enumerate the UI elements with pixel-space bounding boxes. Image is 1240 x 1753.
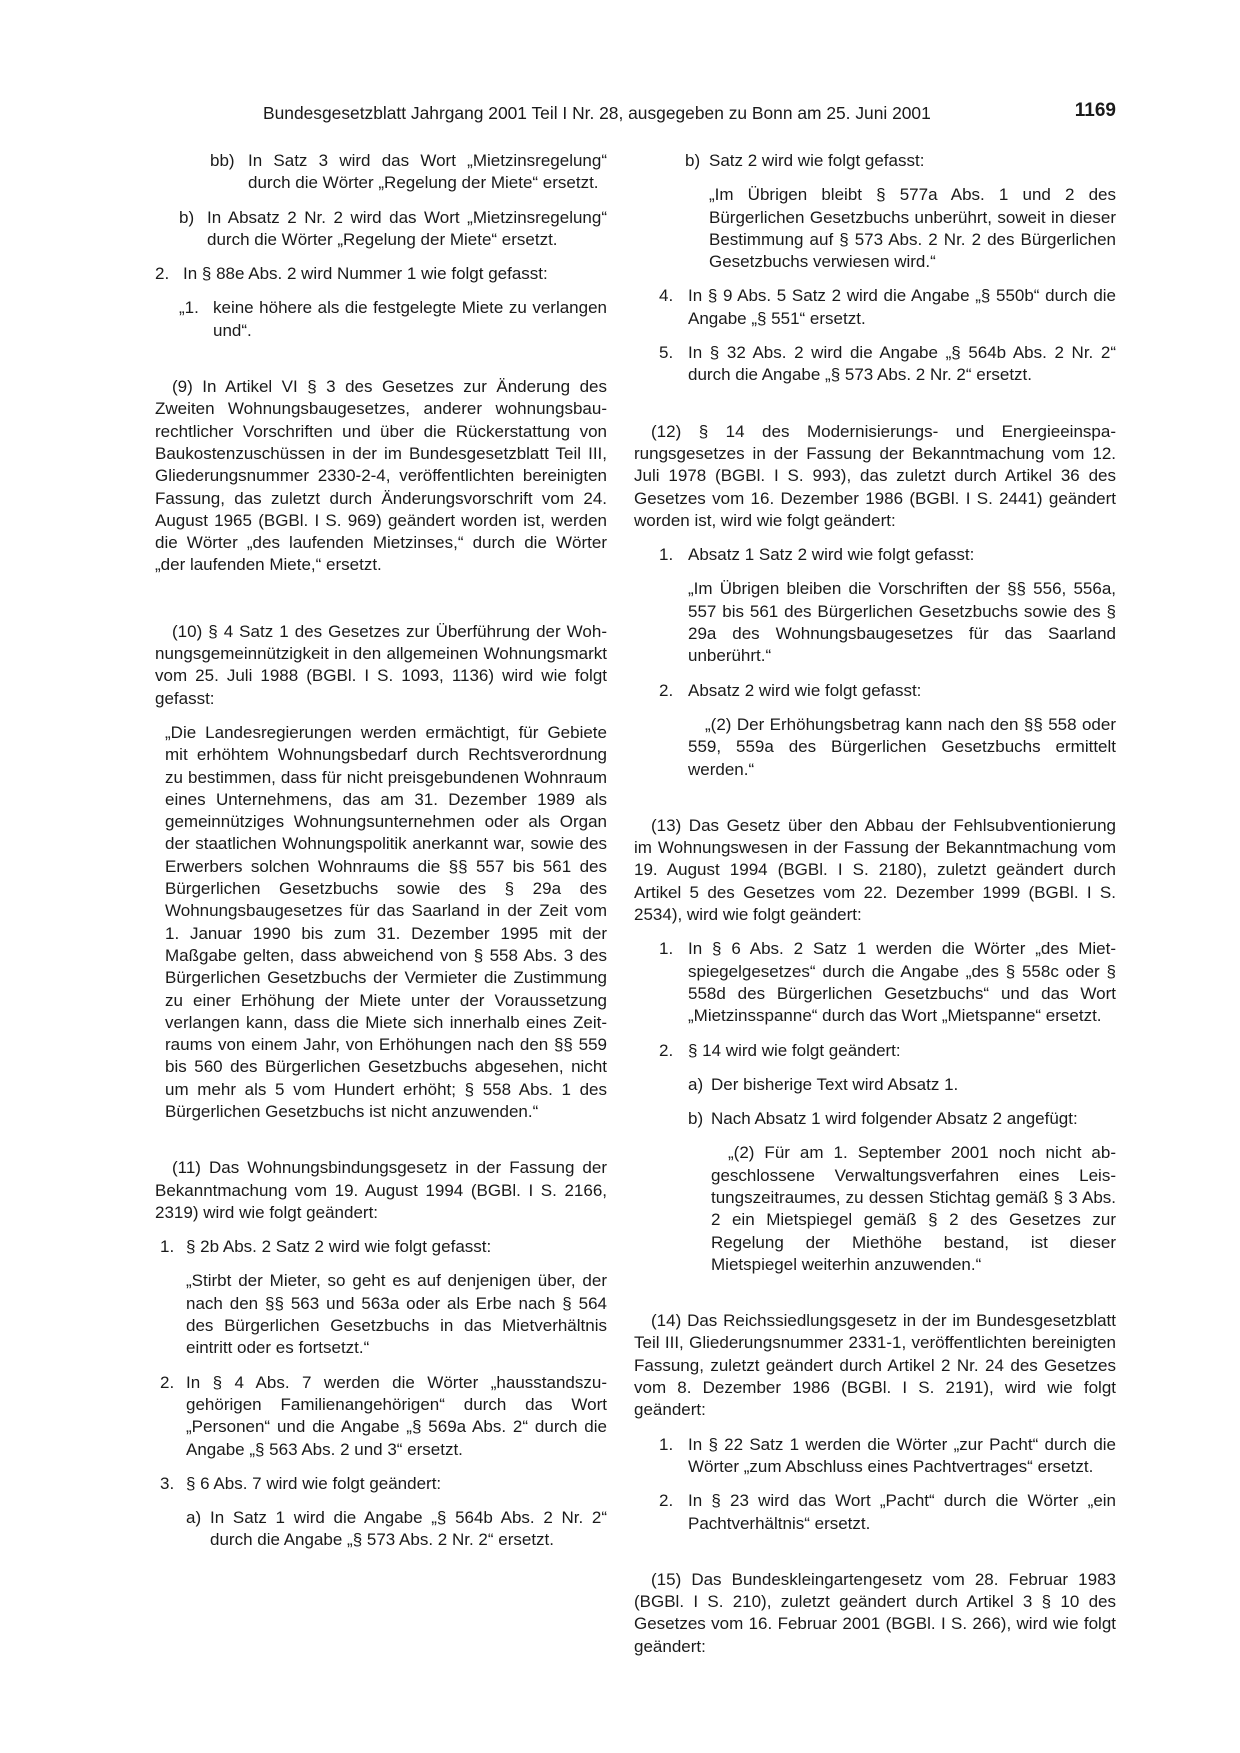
item-text: Satz 2 wird wie folgt gefasst: <box>709 151 925 170</box>
list-item-13-2b <box>688 1108 1116 1130</box>
item-label: 2. <box>160 1372 175 1392</box>
right-column <box>634 150 1116 1658</box>
item-text: In § 88e Abs. 2 wird Nummer 1 wie folgt gefasst: <box>183 264 548 284</box>
paragraph-12-1-quote: „Im Übrigen bleiben die Vorschriften der §§ 556, 556a, 557 bis 561 des Bürgerlichen Gesetzbuchs sowie des § 29a des Wohnungsbaugesetzes für das Saarland unberührt.“ <box>688 579 1116 666</box>
item-label: a) <box>688 1074 704 1094</box>
list-item-b <box>179 207 607 252</box>
list-item-14-2 <box>659 1490 1116 1535</box>
list-item-4 <box>659 285 1116 330</box>
item-text: In Satz 3 wird das Wort „Mietzinsregelung“ durch die Wörter „Regelung der Miete“ ersetzt. <box>248 151 607 193</box>
list-item-12-1 <box>659 544 1116 566</box>
paragraph-15: (15) Das Bundeskleingartengesetz vom 28. Februar 1983 (BGBl. I S. 210), zuletzt geändert durch Artikel 3 § 10 des Gesetzes vom 16. Februar 2001 (BGBl. I S. 266), wird wie folgt geändert: <box>634 1569 1116 1656</box>
list-item-5 <box>659 342 1116 387</box>
item-text: § 2b Abs. 2 Satz 2 wird wie folgt gefasst: <box>186 1237 492 1257</box>
item-label: b) <box>179 207 195 227</box>
item-label: b) <box>685 151 701 170</box>
item-text: § 6 Abs. 7 wird wie folgt geändert: <box>186 1473 442 1493</box>
item-label: „1. <box>179 298 199 318</box>
item-text: Der bisherige Text wird Absatz 1. <box>711 1074 959 1094</box>
item-label: 2. <box>155 264 170 284</box>
item-label: 3. <box>160 1473 175 1493</box>
list-item-12-2 <box>659 680 1116 702</box>
paragraph-10-quote: „Die Landesregierungen werden ermächtigt, für Gebiete mit erhöhtem Wohnungsbedarf durch Rechtsverordnung zu bestimmen, dass für nicht preisgebundenen Wohnraum eines Unternehmens, das am 31. Dezember 1989 als gemeinnütziges Wohnungsunternehmen oder als Organ der staatlichen Wohnungspolitik anerkannt war, sowie des Erwerbers solchen Wohnraums die §§ 557 bis 561 des Bürgerlichen Gesetzbuchs sowie des § 29a des Wohnungsbaugesetzes für das Saarland in der Zeit vom 1. Januar 1990 bis zum 31. Dezember 1995 mit der Maßgabe gelten, dass abweichend von § 558 Abs. 3 des Bürgerlichen Gesetzbuchs der Vermieter die Zustimmung zu einer Erhöhung der Miete unter der Voraussetzung verlangen kann, dass die Miete sich innerhalb eines Zeitraums von einem Jahr, von Erhöhungen nach den §§ 559 bis 560 des Bürgerlichen Gesetzbuchs abgesehen, nicht um mehr als 5 vom Hundert erhöht; § 558 Abs. 1 des Bürgerlichen Gesetzbuchs ist nicht anzuwenden.“ <box>165 722 607 1121</box>
page-number: 1169 <box>1074 100 1116 121</box>
list-item-2 <box>155 263 607 285</box>
header-title: Bundesgesetzblatt Jahrgang 2001 Teil I Nr. 28, ausgegeben zu Bonn am 25. Juni 2001 <box>263 103 931 123</box>
left-column <box>155 150 607 1552</box>
item-text: Nach Absatz 1 wird folgender Absatz 2 angefügt: <box>711 1109 1078 1129</box>
item-text: In § 6 Abs. 2 Satz 1 werden die Wörter „des Mietspiegelgesetzes“ durch die Angabe „des § 558c oder § 558d des Bürgerlichen Gesetzbuchs“ und das Wort „Mietzinsspanne“ durch das Wort „Mietspanne“ ersetzt. <box>688 939 1116 1026</box>
item-label: 2. <box>659 680 674 700</box>
page-header <box>263 101 1116 127</box>
paragraph-13-2b-quote: „(2) Für am 1. September 2001 noch nicht abgeschlossene Verwaltungsverfahren eines Leistungszeitraumes, zu dessen Stichtag gemäß § 3 Abs. 2 ein Mietspiegel gemäß § 2 des Gesetzes zur Regelung der Miethöhe bestand, ist dieser Mietspiegel weiterhin anzuwenden.“ <box>711 1143 1116 1274</box>
item-label: 2. <box>659 1040 674 1060</box>
paragraph-12: (12) § 14 des Modernisierungs- und Energieeinsparungsgesetzes in der Fassung der Bekanntmachung vom 12. Juli 1978 (BGBl. I S. 993), das zuletzt durch Artikel 36 des Gesetzes vom 16. Dezember 1986 (BGBl. I S. 2441) geändert worden ist, wird wie folgt geändert: <box>634 421 1116 530</box>
item-text: In § 23 wird das Wort „Pacht“ durch die Wörter „ein Pachtverhältnis“ ersetzt. <box>688 1491 1116 1533</box>
item-text: keine höhere als die festgelegte Miete zu verlangen und“. <box>213 298 607 340</box>
item-label: 1. <box>659 939 674 959</box>
item-text: In § 22 Satz 1 werden die Wörter „zur Pacht“ durch die Wörter „zum Abschluss eines Pachtvertrages“ ersetzt. <box>688 1434 1116 1476</box>
item-text: In § 32 Abs. 2 wird die Angabe „§ 564b Abs. 2 Nr. 2“ durch die Angabe „§ 573 Abs. 2 Nr. 2“ ersetzt. <box>688 343 1116 385</box>
list-item-11-3 <box>160 1473 607 1495</box>
item-label: a) <box>186 1508 202 1528</box>
paragraph-14: (14) Das Reichssiedlungsgesetz in der im Bundesgesetzblatt Teil III, Gliederungsnummer 2331-1, veröffentlichten bereinigten Fassung, zuletzt geändert durch Artikel 2 Nr. 24 des Gesetzes vom 8. Dezember 1986 (BGBl. I S. 2191), wird wie folgt geändert: <box>634 1311 1116 1420</box>
paragraph-12-2-quote: „(2) Der Erhöhungsbetrag kann nach den §§ 558 oder 559, 559a des Bürgerlichen Gesetzbuchs ermittelt werden.“ <box>688 714 1116 779</box>
paragraph-11-1-quote: „Stirbt der Mieter, so geht es auf denjenigen über, der nach den §§ 563 und 563a oder als Erbe nach § 564 des Bürgerlichen Gesetzbuchs in das Mietverhältnis eintritt oder es fortsetzt.“ <box>186 1271 607 1358</box>
list-item-bb <box>210 150 607 195</box>
paragraph-9: (9) In Artikel VI § 3 des Gesetzes zur Änderung des Zweiten Wohnungsbaugesetzes, anderer wohnungsbaurechtlicher Vorschriften und über die Rückerstattung von Baukostenzuschüssen in der im Bundesgesetzblatt Teil III, Gliederungsnummer 2330-2-4, veröffentlichten bereinigten Fassung, das zuletzt durch Änderungsvorschrift vom 24. August 1965 (BGBl. I S. 969) geändert worden ist, werden die Wörter „des laufenden Mietzinses,“ durch die Wörter „der laufenden Miete,“ ersetzt. <box>155 377 607 575</box>
item-text: Absatz 2 wird wie folgt gefasst: <box>688 680 922 700</box>
item-text: In Satz 1 wird die Angabe „§ 564b Abs. 2 Nr. 2“ durch die Angabe „§ 573 Abs. 2 Nr. 2“ ersetzt. <box>210 1508 607 1550</box>
paragraph-13: (13) Das Gesetz über den Abbau der Fehlsubventionierung im Wohnungswesen in der Fassung der Bekanntmachung vom 19. August 1994 (BGBl. I S. 2180), zuletzt geändert durch Artikel 5 des Gesetzes vom 22. Dezember 1999 (BGBl. I S. 2534), wird wie folgt geändert: <box>634 815 1116 925</box>
item-label: 5. <box>659 343 674 363</box>
paragraph-11: (11) Das Wohnungsbindungsgesetz in der Fassung der Bekanntmachung vom 19. August 1994 (BGBl. I S. 2166, 2319) wird wie folgt geändert: <box>155 1158 607 1222</box>
list-item-14-1 <box>659 1434 1116 1479</box>
paragraph-b-quote: „Im Übrigen bleibt § 577a Abs. 1 und 2 des Bürgerlichen Gesetzbuchs unberührt, soweit in dieser Bestimmung auf § 573 Abs. 2 Nr. 2 des Bürgerlichen Gesetzbuchs verwiesen wird.“ <box>709 185 1116 272</box>
list-item-b <box>685 150 1116 172</box>
list-item-11-3a <box>186 1507 607 1552</box>
item-text: In § 4 Abs. 7 werden die Wörter „hausstandszugehörigen Familienangehörigen“ durch das Wort „Personen“ und die Angabe „§ 569a Abs. 2“ durch die Angabe „§ 563 Abs. 2 und 3“ ersetzt. <box>186 1372 607 1459</box>
item-text: Absatz 1 Satz 2 wird wie folgt gefasst: <box>688 545 975 565</box>
item-label: 2. <box>659 1491 674 1511</box>
quote-item-1 <box>179 297 607 342</box>
item-label: 1. <box>160 1237 175 1257</box>
item-label: b) <box>688 1109 704 1129</box>
list-item-11-2 <box>160 1372 607 1461</box>
list-item-13-2 <box>659 1040 1116 1062</box>
item-text: § 14 wird wie folgt geändert: <box>688 1040 901 1060</box>
paragraph-10: (10) § 4 Satz 1 des Gesetzes zur Überführung der Wohnungsgemeinnützigkeit in den allgemeinen Wohnungsmarkt vom 25. Juli 1988 (BGBl. I S. 1093, 1136) wird wie folgt gefasst: <box>155 621 607 708</box>
item-label: bb) <box>210 151 235 170</box>
list-item-13-2a <box>688 1074 1116 1096</box>
item-text: In Absatz 2 Nr. 2 wird das Wort „Mietzinsregelung“ durch die Wörter „Regelung der Miete“ ersetzt. <box>207 207 607 249</box>
item-text: In § 9 Abs. 5 Satz 2 wird die Angabe „§ 550b“ durch die Angabe „§ 551“ ersetzt. <box>688 286 1116 328</box>
item-label: 1. <box>659 1434 674 1454</box>
list-item-13-1 <box>659 938 1116 1027</box>
list-item-11-1 <box>160 1236 607 1258</box>
item-label: 1. <box>659 545 674 565</box>
item-label: 4. <box>659 286 674 306</box>
